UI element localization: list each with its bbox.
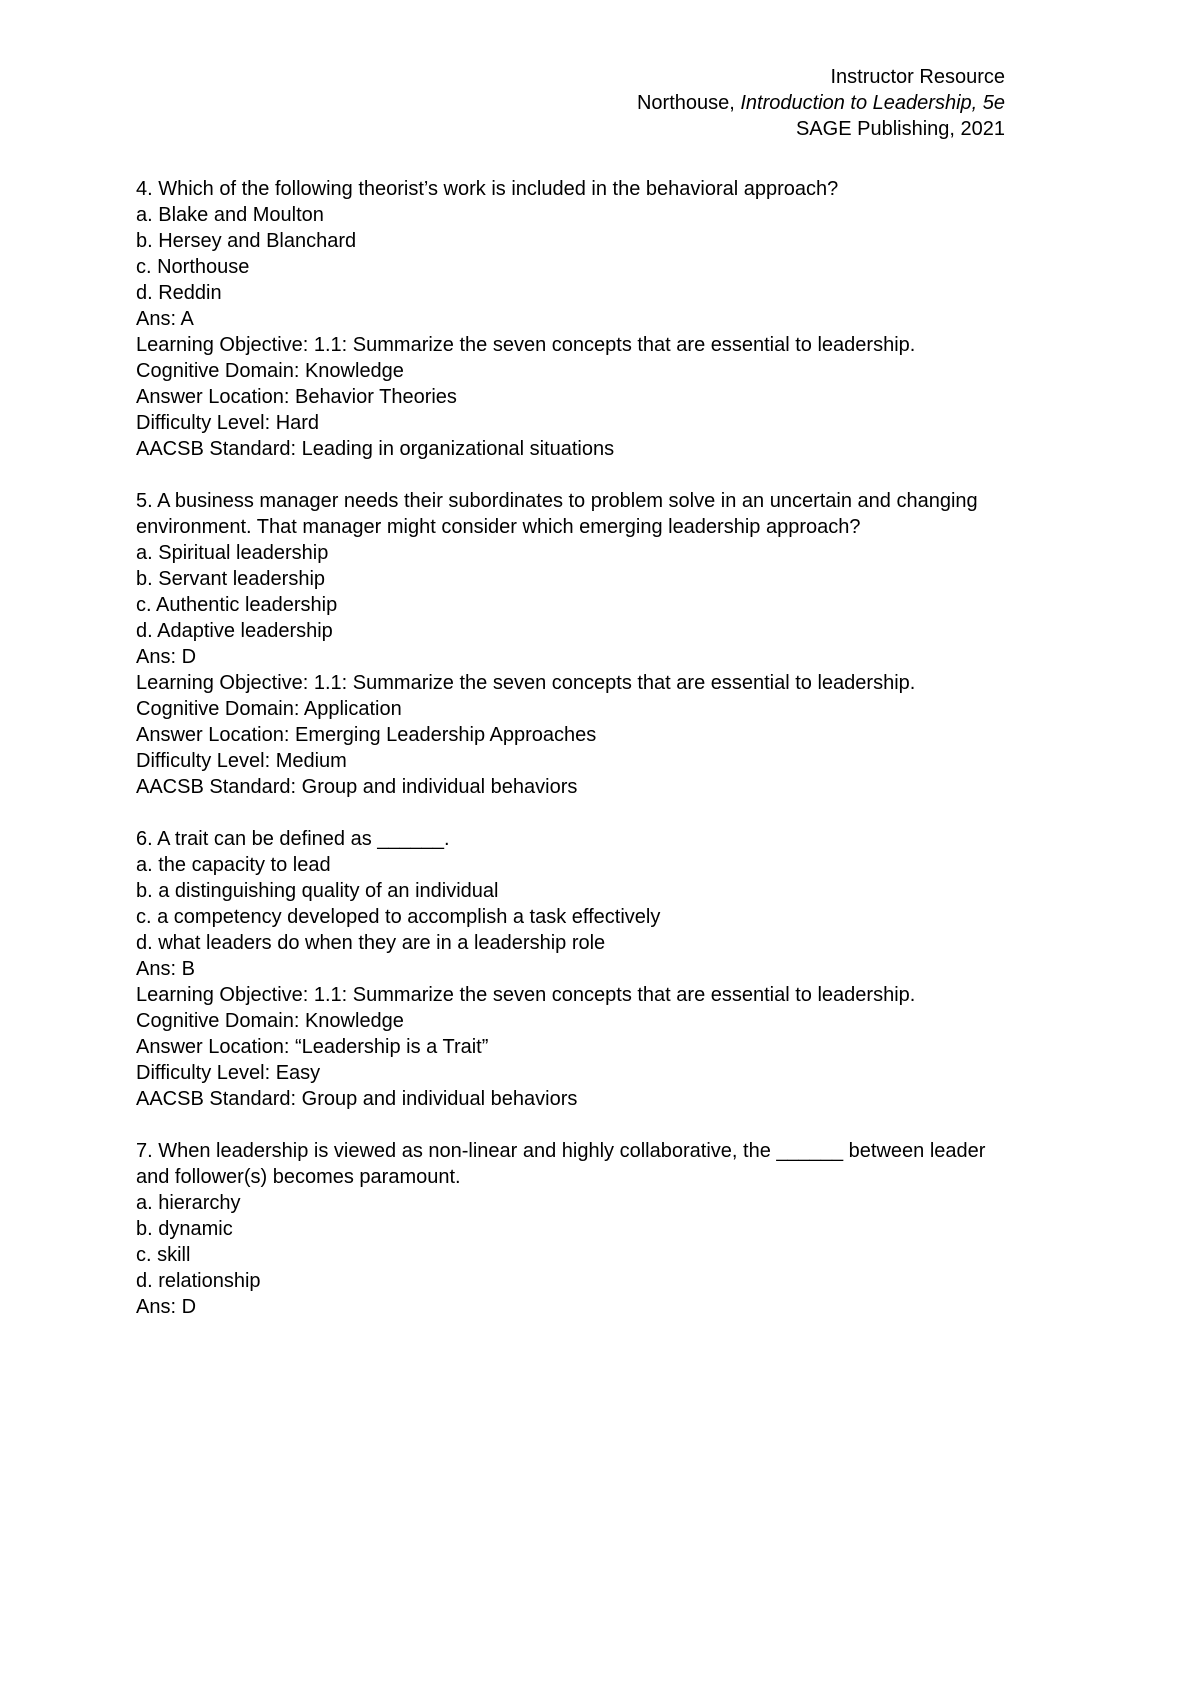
- answer-option-d: d. Adaptive leadership: [136, 620, 333, 642]
- aacsb-standard-line: AACSB Standard: Group and individual behaviors: [136, 776, 578, 798]
- aacsb-standard-line: AACSB Standard: Group and individual behaviors: [136, 1088, 578, 1110]
- cognitive-domain-line: Cognitive Domain: Application: [136, 698, 402, 720]
- answer-key-line: Ans: D: [136, 646, 197, 668]
- question-6: [136, 826, 1005, 1112]
- header-book-line: [136, 90, 1005, 116]
- answer-option-c: c. Authentic leadership: [136, 594, 338, 616]
- document-header: [136, 64, 1005, 142]
- header-resource-line: Instructor Resource: [830, 66, 1005, 88]
- answer-key-line: Ans: A: [136, 308, 194, 330]
- answer-option-b: b. dynamic: [136, 1218, 233, 1240]
- answer-option-d: d. what leaders do when they are in a leadership role: [136, 932, 606, 954]
- question-stem: 4. Which of the following theorist’s work is included in the behavioral approach?: [136, 178, 839, 200]
- difficulty-level-line: Difficulty Level: Easy: [136, 1062, 321, 1084]
- header-publisher-line: SAGE Publishing, 2021: [795, 118, 1005, 140]
- learning-objective-line: Learning Objective: 1.1: Summarize the seven concepts that are essential to leadership.: [136, 672, 916, 694]
- answer-option-b: b. Hersey and Blanchard: [136, 230, 357, 252]
- header-book-title: Introduction to Leadership, 5e: [740, 92, 1005, 114]
- question-7: [136, 1138, 1005, 1320]
- answer-option-c: c. skill: [136, 1244, 191, 1266]
- question-5: [136, 488, 1005, 800]
- answer-option-d: d. relationship: [136, 1270, 261, 1292]
- answer-option-a: a. Spiritual leadership: [136, 542, 329, 564]
- answer-option-a: a. hierarchy: [136, 1192, 241, 1214]
- answer-option-c: c. a competency developed to accomplish a task effectively: [136, 906, 661, 928]
- answer-option-b: b. a distinguishing quality of an individual: [136, 880, 499, 902]
- difficulty-level-line: Difficulty Level: Hard: [136, 412, 320, 434]
- question-4: [136, 176, 1005, 462]
- question-stem: 6. A trait can be defined as ______.: [136, 828, 450, 850]
- learning-objective-line: Learning Objective: 1.1: Summarize the seven concepts that are essential to leadership.: [136, 334, 916, 356]
- question-stem: 5. A business manager needs their subordinates to problem solve in an uncertain and changing environment. That manager might consider which emerging leadership approach?: [136, 490, 978, 538]
- cognitive-domain-line: Cognitive Domain: Knowledge: [136, 1010, 404, 1032]
- header-author: Northouse,: [636, 92, 741, 114]
- answer-location-line: Answer Location: “Leadership is a Trait”: [136, 1036, 489, 1058]
- answer-option-a: a. Blake and Moulton: [136, 204, 324, 226]
- answer-key-line: Ans: B: [136, 958, 195, 980]
- document-body: [136, 176, 1005, 1320]
- answer-location-line: Answer Location: Behavior Theories: [136, 386, 457, 408]
- question-stem: 7. When leadership is viewed as non-linear and highly collaborative, the ______ between leader and follower(s) becomes paramount.: [136, 1140, 986, 1188]
- answer-option-b: b. Servant leadership: [136, 568, 326, 590]
- answer-key-line: Ans: D: [136, 1296, 197, 1318]
- aacsb-standard-line: AACSB Standard: Leading in organizational situations: [136, 438, 615, 460]
- cognitive-domain-line: Cognitive Domain: Knowledge: [136, 360, 404, 382]
- answer-option-d: d. Reddin: [136, 282, 222, 304]
- learning-objective-line: Learning Objective: 1.1: Summarize the seven concepts that are essential to leadership.: [136, 984, 916, 1006]
- answer-location-line: Answer Location: Emerging Leadership Approaches: [136, 724, 597, 746]
- answer-option-a: a. the capacity to lead: [136, 854, 331, 876]
- answer-option-c: c. Northouse: [136, 256, 250, 278]
- difficulty-level-line: Difficulty Level: Medium: [136, 750, 347, 772]
